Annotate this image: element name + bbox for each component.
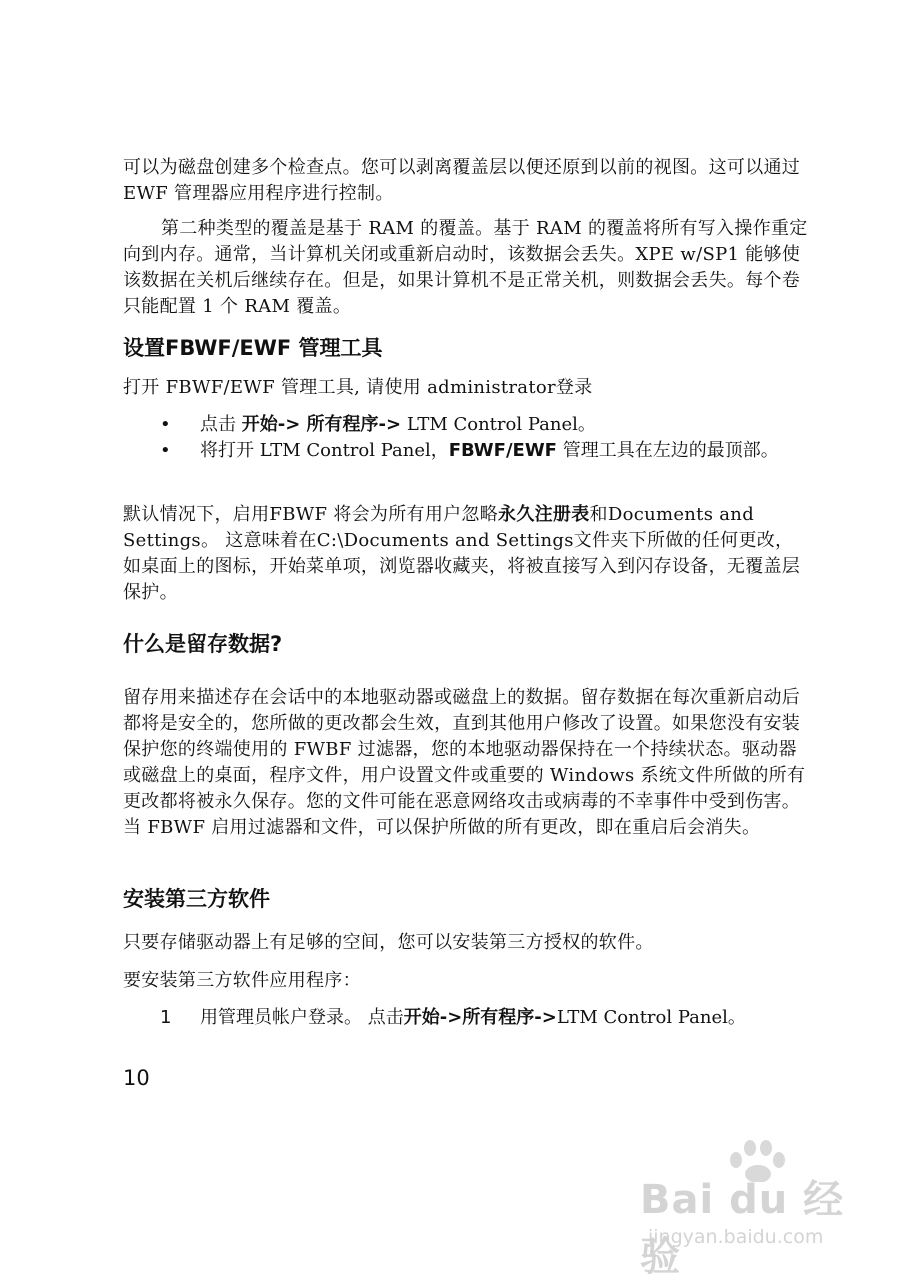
- paragraph-install-intro: 要安装第三方软件应用程序：: [123, 970, 361, 991]
- heading-setup-tools: 设置FBWF/EWF 管理工具: [123, 336, 383, 360]
- step-item-login: [160, 1005, 800, 1031]
- step-number: 1: [160, 1007, 172, 1028]
- bullet-text: 将打开 LTM Control Panel，FBWF/EWF 管理工具在左边的最顶部。: [200, 440, 779, 461]
- bullet-item-start-menu: [160, 412, 800, 438]
- bullet-item-control-panel: [160, 438, 800, 464]
- watermark-url: jingyan.baidu.com: [648, 1226, 824, 1248]
- baidu-watermark: [640, 1138, 870, 1280]
- paragraph-checkpoints: 可以为磁盘创建多个检查点。您可以剥离覆盖层以便还原到以前的视图。这可以通过 EWF 管理器应用程序进行控制。: [123, 157, 801, 204]
- step-text: 用管理员帐户登录。 点击开始->所有程序->LTM Control Panel。: [200, 1007, 746, 1028]
- paragraph-fbwf-default: 默认情况下，启用FBWF 将会为所有用户忽略永久注册表和Documents and Settings。 这意味着在C:\Documents and Settings文件夹下所做的任何更改，如桌面上的图标，开始菜单项，浏览器收藏夹，将被直接写入到闪存设备，无覆盖层保护。: [123, 504, 801, 603]
- watermark-logo: Bai du 经验: [640, 1177, 845, 1280]
- heading-persistent-data: 什么是留存数据?: [123, 632, 283, 656]
- bullet-icon: •: [160, 440, 171, 461]
- paragraph-third-party-space: 只要存储驱动器上有足够的空间，您可以安装第三方授权的软件。: [123, 932, 654, 953]
- heading-third-party: 安装第三方软件: [123, 887, 270, 911]
- paragraph-persistent-data: 留存用来描述存在会话中的本地驱动器或磁盘上的数据。留存数据在每次重新启动后都将是安全的，您所做的更改都会生效，直到其他用户修改了设置。如果您没有安装保护您的终端使用的 FWBF 过滤器，您的本地驱动器保持在一个持续状态。驱动器或磁盘上的桌面，程序文件，用户设置文件或重要的 Windows 系统文件所做的所有更改都将被永久保存。您的文件可能在恶意网络攻击或病毒的不幸事件中受到伤害。当 FBWF 启用过滤器和文件，可以保护所做的所有更改，即在重启后会消失。: [123, 687, 806, 838]
- bullet-icon: •: [160, 414, 171, 435]
- bullet-text: 点击 开始-> 所有程序-> LTM Control Panel。: [200, 414, 596, 435]
- page-number: 10: [123, 1066, 150, 1090]
- paragraph-open-tools: 打开 FBWF/EWF 管理工具, 请使用 administrator登录: [123, 377, 593, 398]
- paragraph-ram-overlay: 第二种类型的覆盖是基于 RAM 的覆盖。基于 RAM 的覆盖将所有写入操作重定向到内存。通常，当计算机关闭或重新启动时，该数据会丢失。XPE w/SP1 能够使该数据在关机后继续存在。但是，如果计算机不是正常关机，则数据会丢失。每个卷只能配置 1 个 RAM 覆盖。: [123, 218, 808, 317]
